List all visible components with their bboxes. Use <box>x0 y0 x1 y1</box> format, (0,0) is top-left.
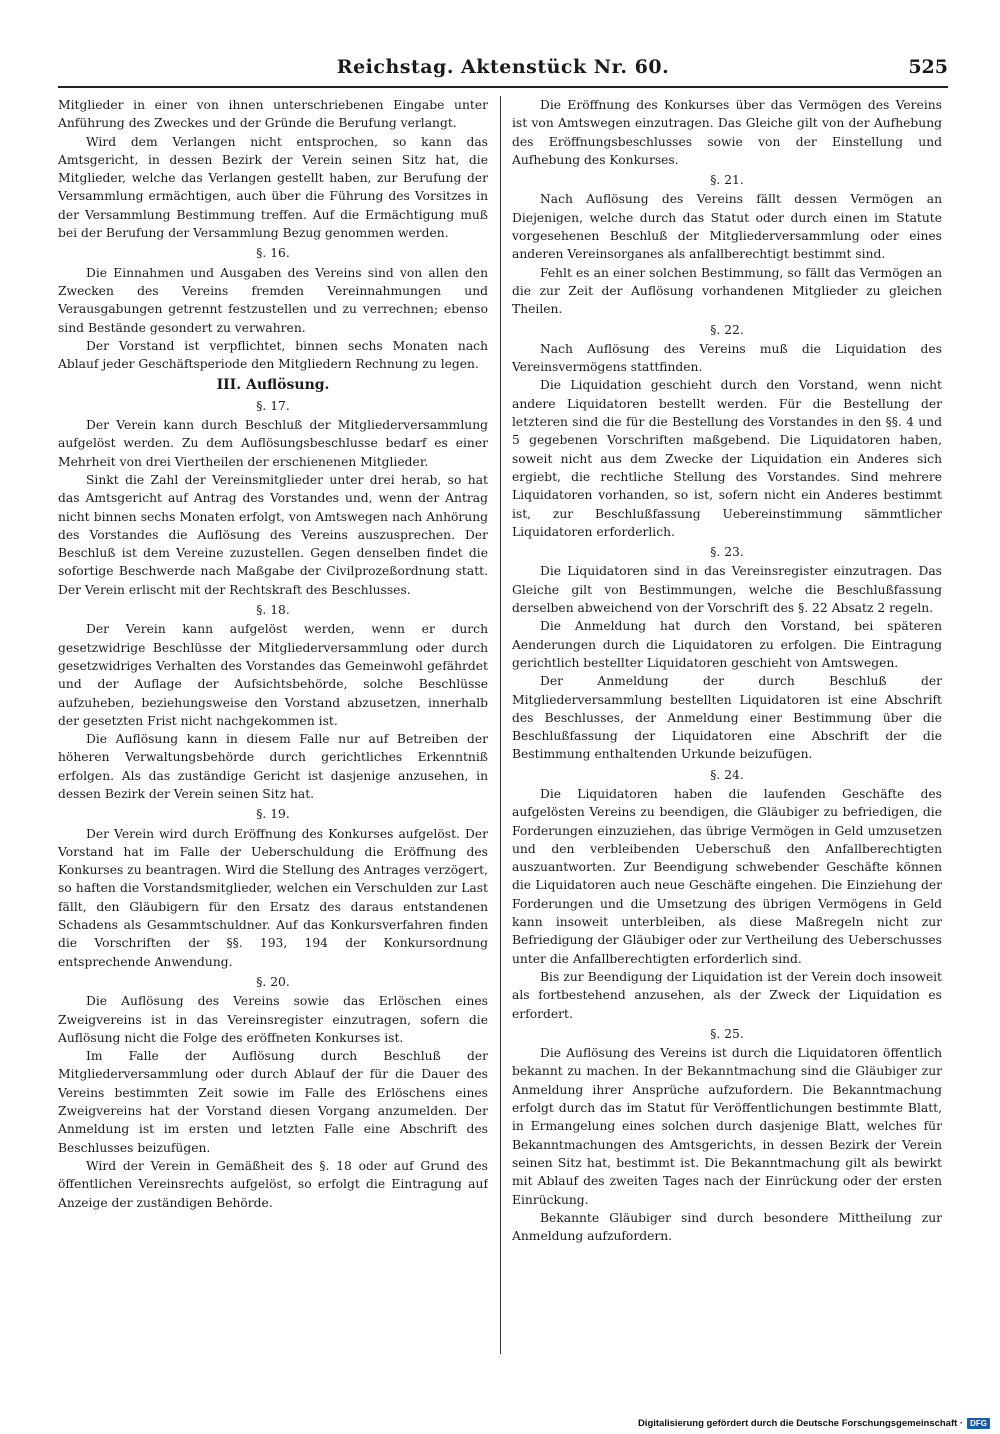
section-number: §. 19. <box>256 807 290 822</box>
running-title: Reichstag. Aktenstück Nr. 60. <box>336 56 670 78</box>
section-number: §. 16. <box>256 246 290 261</box>
paragraph: Wird dem Verlangen nicht entsprochen, so kann das Amtsgericht, in dessen Bezirk der Verein seinen Sitz hat, die Mitglieder, welche das Verlangen gestellt haben, zur Berufung der Versammlung ermächtigen, auch über die Führung des Vorsitzes in der Versammlung Bestimmung treffen. Auf die Ermächtigung muß bei der Berufung der Versammlung Bezug genommen werden. <box>58 134 488 241</box>
paragraph: Mitglieder in einer von ihnen unterschriebenen Eingabe unter Anführung des Zweckes und der Gründe die Berufung verlangt. <box>58 98 488 131</box>
section-number: §. 18. <box>256 603 290 618</box>
page-header <box>58 56 948 88</box>
paragraph: Nach Auflösung des Vereins muß die Liquidation des Vereinsvermögens stattfinden. <box>512 341 942 375</box>
section-number: §. 25. <box>710 1026 744 1041</box>
paragraph: Nach Auflösung des Vereins fällt dessen Vermögen an Diejenigen, welche durch das Statut oder durch einen im Statute vorgesehenen Beschluß der Mitgliederversammlung oder eines anderen Vereinsorganes als anfallberechtigt bestimmt sind. <box>512 192 942 262</box>
paragraph: Der Verein wird durch Eröffnung des Konkurses aufgelöst. Der Vorstand hat im Falle der Ueberschuldung die Eröffnung des Konkurses zu beantragen. Wird die Stellung des Antrages verzögert, so haften die Vorstandsmitglieder, welchen ein Verschulden zur Last fällt, den Gläubigern für den Ersatz des daraus entstandenen Schadens als Gesammtschuldner. Auf das Konkursverfahren finden die Vorschriften der §§. 193, 194 der Konkursordnung entsprechende Anwendung. <box>58 826 488 969</box>
footer-text: Digitalisierung gefördert durch die Deutsche Forschungsgemeinschaft · <box>637 1418 964 1429</box>
paragraph: Der Verein kann durch Beschluß der Mitgliederversammlung aufgelöst werden. Zu dem Auflösungsbeschlusse bedarf es einer Mehrheit von drei Viertheilen der erschienenen Mitglieder. <box>58 418 488 469</box>
section-number: §. 20. <box>256 974 290 989</box>
paragraph: Sinkt die Zahl der Vereinsmitglieder unter drei herab, so hat das Amtsgericht auf Antrag des Vorstandes und, wenn der Antrag nicht binnen sechs Monaten erfolgt, von Amtswegen nach Anhörung des Vorstandes die Auflösung des Vereins auszusprechen. Der Beschluß ist dem Vereine zuzustellen. Gegen denselben findet die sofortige Beschwerde nach Maßgabe der Civilprozeßordnung statt. Der Verein erlischt mit der Rechtskraft des Beschlusses. <box>58 472 488 597</box>
paragraph: Die Auflösung des Vereins sowie das Erlöschen eines Zweigvereins ist in das Vereinsregister einzutragen, sofern die Auflösung nicht die Folge des eröffneten Konkurses ist. <box>58 994 488 1045</box>
paragraph: Bis zur Beendigung der Liquidation ist der Verein doch insoweit als fortbestehend anzusehen, als der Zweck der Liquidation es erfordert. <box>512 969 942 1021</box>
page-number: 525 <box>908 56 948 78</box>
right-column <box>512 96 942 1366</box>
paragraph: Die Liquidation geschieht durch den Vorstand, wenn nicht andere Liquidatoren bestellt werden. Für die Bestellung der letzteren sind die für die Bestellung des Vorstandes in den §§. 4 und 5 gegebenen Vorschriften maßgebend. Die Liquidatoren haben, soweit nicht aus dem Zwecke der Liquidation ein Anderes sich ergiebt, die rechtliche Stellung des Vorstandes. Sind mehrere Liquidatoren vorhanden, so ist, sofern nicht ein Anderes bestimmt ist, zur Beschlußfassung Uebereinstimmung sämmtlicher Liquidatoren erforderlich. <box>512 378 942 539</box>
paragraph: Die Anmeldung hat durch den Vorstand, bei späteren Aenderungen durch die Liquidatoren zu erfolgen. Die Eintragung gerichtlich bestellter Liquidatoren geschieht von Amtswegen. <box>512 619 942 670</box>
chapter-heading: III. Auflösung. <box>216 377 330 394</box>
paragraph: Der Verein kann aufgelöst werden, wenn er durch gesetzwidrige Beschlüsse der Mitgliederversammlung oder durch gesetzwidriges Verhalten des Vorstandes das Gemeinwohl gefährdet und der Auflage der Aufsichtsbehörde, solche Beschlüsse aufzuheben, beziehungsweise den Vorstand abzusetzen, innerhalb der gesetzten Frist nicht nachgekommen ist. <box>58 622 488 728</box>
paragraph: Der Anmeldung der durch Beschluß der Mitgliederversammlung bestellten Liquidatoren ist eine Abschrift des Beschlusses, der Anmeldung einer Bestimmung über die Beschlußfassung der Liquidatoren eine Abschrift der die Bestimmung enthaltenden Urkunde beizufügen. <box>512 674 942 762</box>
header-rule <box>58 86 948 88</box>
paragraph: Die Einnahmen und Ausgaben des Vereins sind von allen den Zwecken des Vereins fremden Vereinnahmungen und Verausgabungen getrennt festzustellen und zu verrechnen; ebenso sind Bestände gesondert zu verwahren. <box>58 265 488 335</box>
column-divider <box>500 96 501 1354</box>
section-number: §. 23. <box>710 545 744 560</box>
left-column <box>58 96 488 1366</box>
paragraph: Die Eröffnung des Konkurses über das Vermögen des Vereins ist von Amtswegen einzutragen. Das Gleiche gilt von der Aufhebung des Eröffnungsbeschlusses sowie von der Einstellung und Aufhebung des Konkurses. <box>512 98 942 167</box>
paragraph: Die Liquidatoren haben die laufenden Geschäfte des aufgelösten Vereins zu beendigen, die Gläubiger zu befriedigen, die Forderungen einzuziehen, das übrige Vermögen in Geld umzusetzen und den verbleibenden Ueberschuß den Anfallberechtigten auszuantworten. Zur Beendigung schwebender Geschäfte können die Liquidatoren auch neue Geschäfte eingehen. Die Einziehung der Forderungen und die Umsetzung des übrigen Vermögens in Geld kann insoweit unterbleiben, als diese Maßregeln nicht zur Befriedigung der Gläubiger oder zur Vertheilung des Ueberschusses unter die Anfallberechtigten erforderlich sind. <box>512 786 942 966</box>
paragraph: Die Auflösung kann in diesem Falle nur auf Betreiben der höheren Verwaltungsbehörde durch gerichtliches Erkenntniß erfolgen. Als das zuständige Gericht ist dasjenige anzusehen, in dessen Bezirk der Verein seinen Sitz hat. <box>58 732 488 801</box>
paragraph: Fehlt es an einer solchen Bestimmung, so fällt das Vermögen an die zur Zeit der Auflösung vorhandenen Mitglieder zu gleichen Theilen. <box>512 265 942 317</box>
paragraph: Die Liquidatoren sind in das Vereinsregister einzutragen. Das Gleiche gilt von Bestimmungen, welche die Beschlußfassung derselben abweichend von der Vorschrift des §. 22 Absatz 2 regeln. <box>512 564 942 616</box>
digitization-footer <box>638 1418 990 1429</box>
section-number: §. 17. <box>256 398 290 413</box>
section-number: §. 21. <box>710 173 744 188</box>
section-number: §. 22. <box>710 322 744 337</box>
section-number: §. 24. <box>710 767 744 782</box>
paragraph: Im Falle der Auflösung durch Beschluß der Mitgliederversammlung oder durch Ablauf der für die Dauer des Vereins bestimmten Zeit sowie im Falle des Erlöschens eines Zweigvereins hat der Vorstand diesen Vorgang anzumelden. Der Anmeldung ist im ersten und letzten Falle eine Abschrift des Beschlusses beizufügen. <box>58 1049 488 1155</box>
paragraph: Bekannte Gläubiger sind durch besondere Mittheilung zur Anmeldung aufzufordern. <box>512 1210 942 1244</box>
paragraph: Der Vorstand ist verpflichtet, binnen sechs Monaten nach Ablauf jeder Geschäftsperiode den Mitgliedern Rechnung zu legen. <box>58 338 488 372</box>
paragraph: Wird der Verein in Gemäßheit des §. 18 oder auf Grund des öffentlichen Vereinsrechts aufgelöst, so erfolgt die Eintragung auf Anzeige der zuständigen Behörde. <box>58 1158 488 1210</box>
dfg-logo-icon: DFG <box>967 1418 990 1429</box>
paragraph: Die Auflösung des Vereins ist durch die Liquidatoren öffentlich bekannt zu machen. In der Bekanntmachung sind die Gläubiger zur Anmeldung ihrer Ansprüche aufzufordern. Die Bekanntmachung erfolgt durch das im Statut für Veröffentlichungen bestimmte Blatt, in Ermangelung eines solchen durch dasjenige Blatt, welches für Bekanntmachungen des Amtsgerichts, in dessen Bezirk der Verein seinen Sitz hat, bestimmt ist. Die Bekanntmachung gilt als bewirkt mit Ablauf des zweiten Tages nach der Einrückung oder der ersten Einrückung. <box>512 1046 942 1207</box>
